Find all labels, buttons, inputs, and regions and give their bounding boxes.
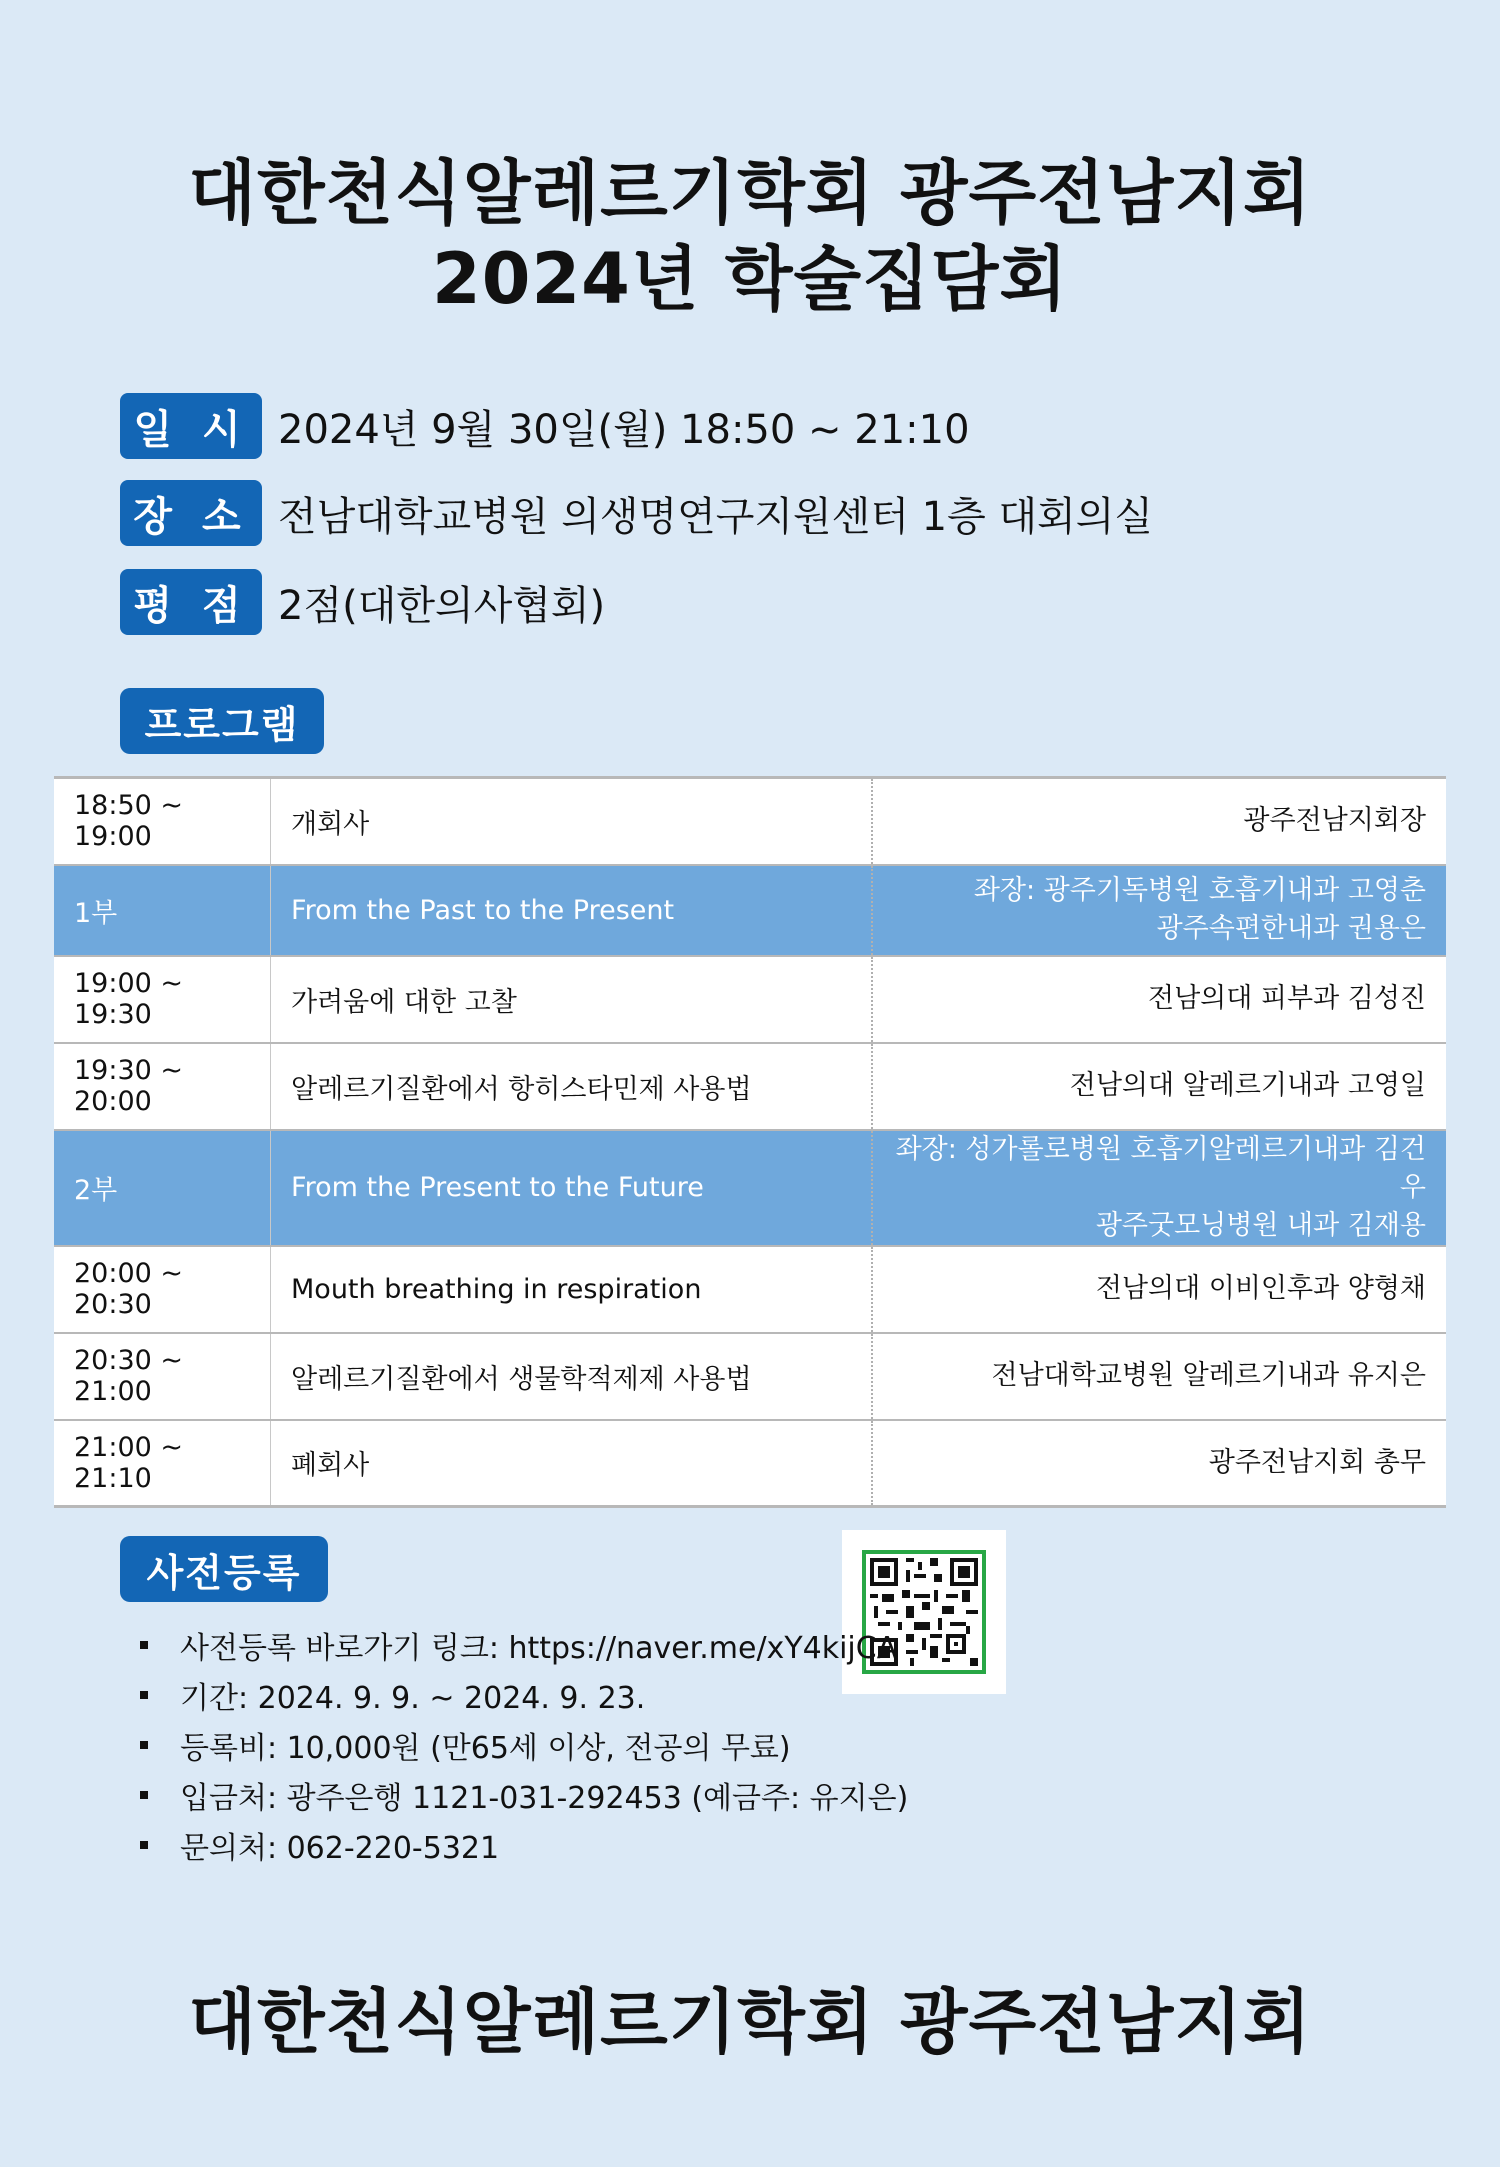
session-chairs: 좌장: 성가롤로병원 호흡기알레르기내과 김건우 광주굿모닝병원 내과 김재용: [872, 1130, 1446, 1246]
bullet-icon: [140, 1841, 148, 1849]
row-title: 가려움에 대한 고찰: [271, 956, 873, 1043]
list-item: [140, 1720, 908, 1770]
bullet-icon: [140, 1741, 148, 1749]
registration-tag: 사전등록: [120, 1536, 328, 1602]
table-row: [54, 1043, 1446, 1130]
title-line-1: 대한천식알레르기학회 광주전남지회: [188, 152, 1312, 234]
bullet-icon: [140, 1691, 148, 1699]
row-time: 21:00 ~ 21:10: [54, 1420, 271, 1507]
registration-contact: 문의처: 062-220-5321: [180, 1831, 500, 1866]
table-row: [54, 1333, 1446, 1420]
footer-organizer: 대한천식알레르기학회 광주전남지회: [188, 1981, 1312, 2063]
date-tag: 일 시: [120, 393, 262, 459]
session-title: From the Present to the Future: [271, 1130, 873, 1246]
row-speaker: 전남의대 피부과 김성진: [872, 956, 1446, 1043]
table-row: [54, 1420, 1446, 1507]
session-chairs: 좌장: 광주기독병원 호흡기내과 고영춘 광주속편한내과 권용은: [872, 865, 1446, 956]
registration-account: 입금처: 광주은행 1121-031-292453 (예금주: 유지은): [180, 1781, 909, 1816]
program-tag: 프로그램: [120, 688, 324, 754]
row-speaker: 전남의대 알레르기내과 고영일: [872, 1043, 1446, 1130]
row-time: 20:30 ~ 21:00: [54, 1333, 271, 1420]
session-row: [54, 1130, 1446, 1246]
table-row: [54, 1246, 1446, 1333]
registration-period: 기간: 2024. 9. 9. ~ 2024. 9. 23.: [180, 1681, 646, 1716]
row-time: 19:00 ~ 19:30: [54, 956, 271, 1043]
table-row: [54, 778, 1446, 865]
venue-tag: 장 소: [120, 480, 262, 546]
row-speaker: 전남대학교병원 알레르기내과 유지은: [872, 1333, 1446, 1420]
list-item: [140, 1670, 908, 1720]
table-row: [54, 956, 1446, 1043]
bullet-icon: [140, 1791, 148, 1799]
list-item[interactable]: [140, 1620, 908, 1670]
info-row-credit: [120, 568, 605, 636]
row-time: 20:00 ~ 20:30: [54, 1246, 271, 1333]
row-speaker: 광주전남지회 총무: [872, 1420, 1446, 1507]
row-time: 19:30 ~ 20:00: [54, 1043, 271, 1130]
session-row: [54, 865, 1446, 956]
row-speaker: 전남의대 이비인후과 양형채: [872, 1246, 1446, 1333]
row-title: 폐회사: [271, 1420, 873, 1507]
page-title: [0, 150, 1500, 322]
bullet-icon: [140, 1641, 148, 1649]
registration-list: [140, 1620, 908, 1870]
title-line-2: 2024년 학술집담회: [432, 238, 1068, 320]
row-title: 알레르기질환에서 항히스타민제 사용법: [271, 1043, 873, 1130]
session-title: From the Past to the Present: [271, 865, 873, 956]
row-title: Mouth breathing in respiration: [271, 1246, 873, 1333]
credit-value: 2점(대한의사협회): [278, 582, 606, 629]
row-speaker: 광주전남지회장: [872, 778, 1446, 865]
row-title: 알레르기질환에서 생물학적제제 사용법: [271, 1333, 873, 1420]
registration-link[interactable]: 사전등록 바로가기 링크: https://naver.me/xY4kijCA: [180, 1631, 898, 1666]
info-row-venue: [120, 479, 1153, 547]
credit-tag: 평 점: [120, 569, 262, 635]
registration-fee: 등록비: 10,000원 (만65세 이상, 전공의 무료): [180, 1731, 791, 1766]
venue-value: 전남대학교병원 의생명연구지원센터 1층 대회의실: [278, 493, 1154, 540]
session-label: 2부: [54, 1130, 271, 1246]
session-label: 1부: [54, 865, 271, 956]
list-item: [140, 1770, 908, 1820]
date-value: 2024년 9월 30일(월) 18:50 ~ 21:10: [278, 406, 970, 453]
program-table: [54, 776, 1446, 1508]
info-row-date: [120, 392, 970, 460]
row-time: 18:50 ~ 19:00: [54, 778, 271, 865]
list-item: [140, 1820, 908, 1870]
row-title: 개회사: [271, 778, 873, 865]
